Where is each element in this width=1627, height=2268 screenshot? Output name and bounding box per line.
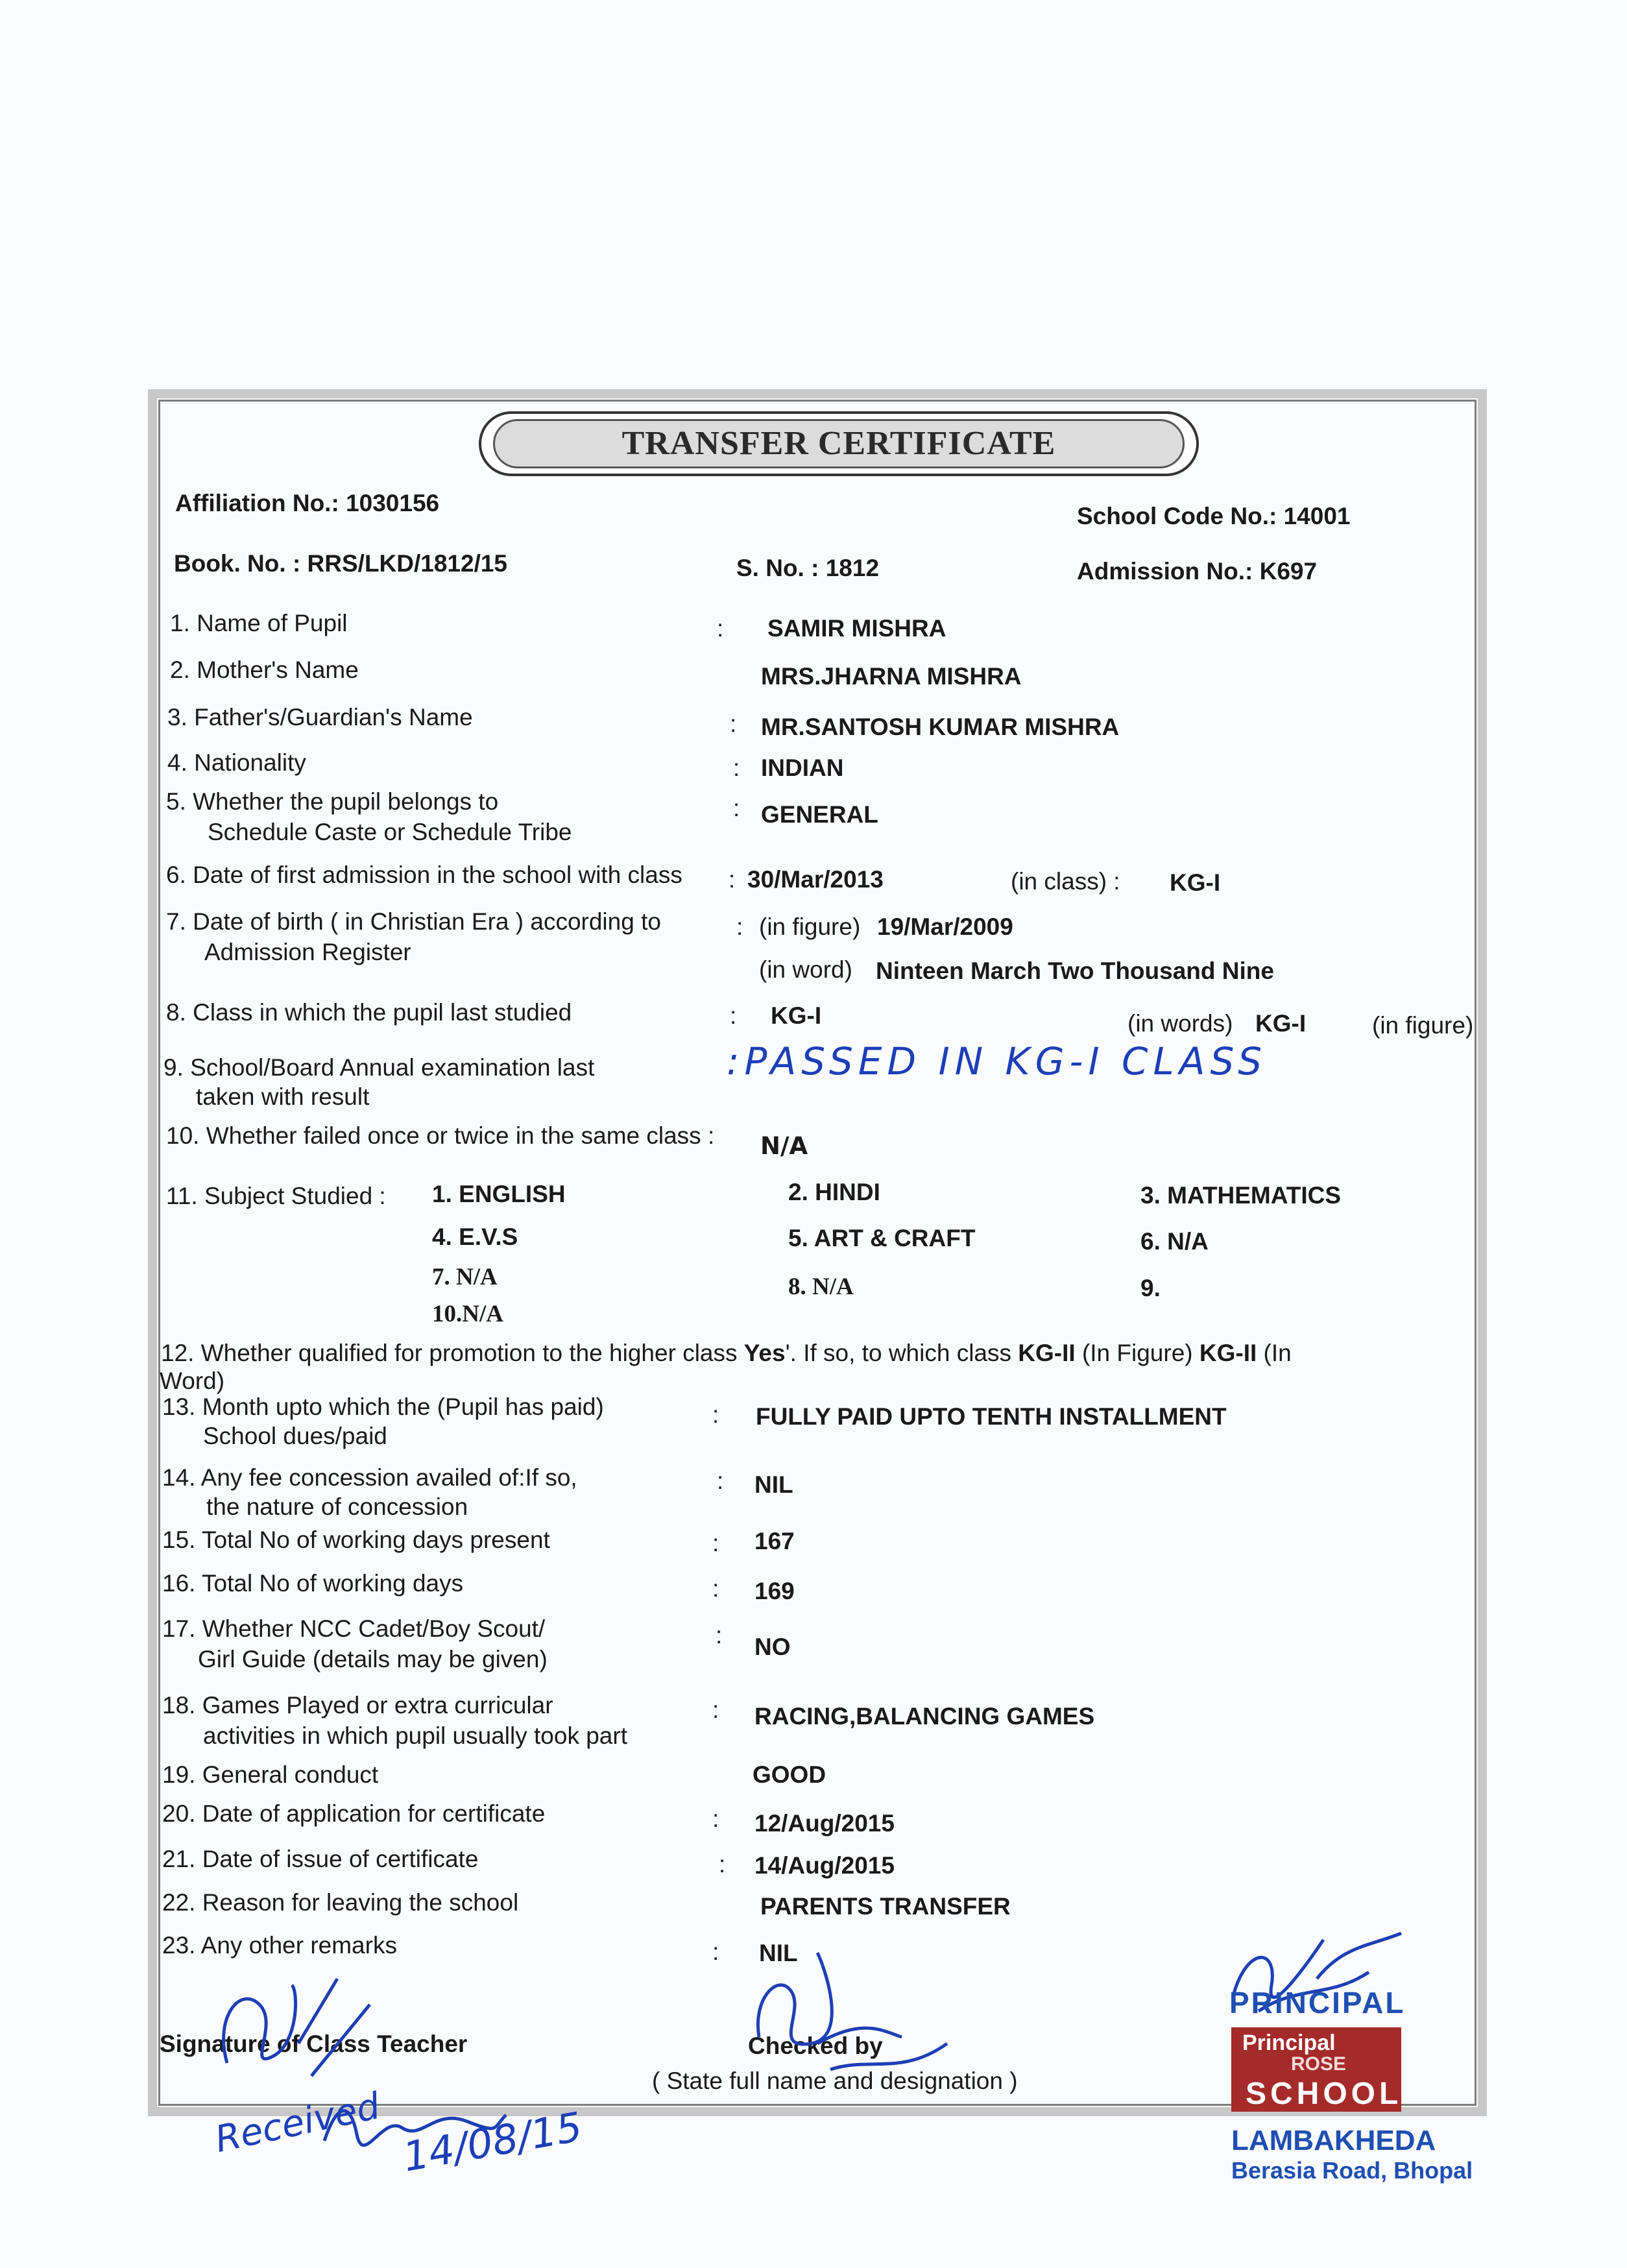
subject-2: 2. HINDI [788,1179,880,1205]
field-13-colon: : [712,1401,719,1428]
field-18-label-line2: activities in which pupil usually took part [203,1722,627,1749]
subject-5: 5. ART & CRAFT [788,1225,976,1251]
last-class-figure-label: (in figure) [1372,1012,1474,1039]
subject-7: 7. N/A [432,1264,498,1290]
field-7-label: 7. Date of birth ( in Christian Era ) according to [166,908,661,935]
fee-concession: NIL [754,1471,793,1498]
field-20-colon: : [712,1805,719,1832]
field-9-label: 9. School/Board Annual examination last [163,1054,595,1081]
promoted-class-figure: KG-II [1018,1340,1076,1366]
field-1-colon: : [717,615,724,642]
field-17-label-line2: Girl Guide (details may be given) [198,1646,548,1672]
checker-signature [733,1940,967,2089]
dob-figure-label: (in figure) [759,913,861,940]
promotion-answer: Yes [743,1340,786,1366]
field-23-label: 23. Any other remarks [162,1932,397,1959]
book-no: Book. No. : RRS/LKD/1812/15 [174,550,508,577]
field-12-text [161,1340,1292,1367]
last-class-words-label: (in words) [1127,1010,1233,1037]
field-12-word-label: (In [1257,1340,1292,1366]
dob-word: Ninteen March Two Thousand Nine [876,958,1274,984]
class-teacher-signature-label: Signature of Class Teacher [160,2031,468,2057]
admission-no: Admission No.: K697 [1077,558,1318,585]
subject-8: 8. N/A [788,1273,854,1300]
nationality: INDIAN [761,754,844,781]
field-6-colon: : [729,866,736,893]
field-12-question-2: '. If so, to which class [785,1340,1018,1366]
field-11-label: 11. Subject Studied : [166,1183,386,1209]
subject-4: 4. E.V.S [432,1224,518,1250]
field-5-label-line2: Schedule Caste or Schedule Tribe [208,819,572,845]
field-6-label: 6. Date of first admission in the school with class [166,862,682,888]
field-15-label: 15. Total No of working days present [162,1526,550,1553]
mother-name: MRS.JHARNA MISHRA [761,663,1022,690]
admission-class: KG-I [1170,869,1221,896]
field-1-label: 1. Name of Pupil [170,610,348,636]
field-12-word-suffix: Word) [160,1368,225,1394]
field-10-label: 10. Whether failed once or twice in the same class : [166,1122,715,1149]
exam-result-handwritten: :PASSED IN KG-I CLASS [727,1039,1268,1083]
dob-word-label: (in word) [759,956,852,983]
field-18-colon: : [712,1696,719,1723]
field-16-colon: : [712,1575,719,1602]
leaving-reason: PARENTS TRANSFER [760,1893,1011,1920]
field-18-label: 18. Games Played or extra curricular [162,1692,553,1719]
school-code-no: School Code No.: 14001 [1077,503,1351,529]
field-7-colon: : [736,913,743,940]
days-present: 167 [754,1528,795,1554]
working-days: 169 [754,1578,795,1604]
stamp-location: LAMBAKHEDA [1231,2125,1436,2156]
games-played: RACING,BALANCING GAMES [754,1703,1095,1730]
issue-date: 14/Aug/2015 [754,1852,895,1879]
received-date: 14/08/15 [399,2103,586,2181]
principal-stamp-label: PRINCIPAL [1229,1986,1406,2020]
field-21-label: 21. Date of issue of certificate [162,1846,479,1872]
field-4-colon: : [733,754,740,781]
failed-same-class: N/A [760,1132,808,1160]
field-17-colon: : [716,1622,723,1648]
field-20-label: 20. Date of application for certificate [162,1800,546,1827]
other-remarks: NIL [759,1940,798,1966]
field-5-label: 5. Whether the pupil belongs to [166,788,499,815]
subject-9: 9. [1140,1275,1161,1301]
field-9-label-line2: taken with result [196,1083,370,1110]
subject-10: 10.N/A [432,1301,503,1327]
subject-1: 1. ENGLISH [432,1181,566,1207]
stamp-school-word: SCHOOL [1246,2077,1403,2111]
field-13-label: 13. Month upto which the (Pupil has paid) [162,1393,604,1420]
field-23-colon: : [712,1938,719,1965]
dues-paid: FULLY PAID UPTO TENTH INSTALLMENT [756,1403,1227,1430]
certificate-title: TRANSFER CERTIFICATE [621,425,1056,462]
checked-by-label: Checked by [748,2033,883,2059]
field-7-label-line2: Admission Register [204,939,411,965]
field-13-label-line2: School dues/paid [203,1423,387,1449]
first-admission-date: 30/Mar/2013 [747,866,884,893]
field-2-label: 2. Mother's Name [170,657,359,683]
subject-6: 6. N/A [1140,1228,1209,1255]
stamp-rose-word: ROSE [1291,2053,1347,2075]
dob-figure: 19/Mar/2009 [877,913,1013,940]
field-17-label: 17. Whether NCC Cadet/Boy Scout/ [162,1615,546,1642]
promoted-class-word: KG-II [1199,1340,1257,1366]
subject-3: 3. MATHEMATICS [1140,1182,1342,1209]
field-8-colon: : [730,1002,737,1029]
field-3-label: 3. Father's/Guardian's Name [167,704,473,730]
field-4-label: 4. Nationality [167,749,306,776]
admission-class-label: (in class) : [1011,868,1120,895]
field-22-label: 22. Reason for leaving the school [162,1889,519,1916]
serial-no: S. No. : 1812 [736,555,880,581]
field-21-colon: : [719,1851,726,1877]
last-class: KG-I [771,1002,822,1029]
general-conduct: GOOD [753,1761,826,1788]
application-date: 12/Aug/2015 [754,1810,895,1837]
field-12-figure-label: (In Figure) [1075,1340,1199,1366]
field-3-colon: : [730,710,737,737]
received-note: Received [211,2084,384,2162]
field-16-label: 16. Total No of working days [162,1570,464,1597]
father-name: MR.SANTOSH KUMAR MISHRA [761,714,1120,740]
field-8-label: 8. Class in which the pupil last studied [166,999,572,1026]
field-12-question: 12. Whether qualified for promotion to the higher class [161,1340,744,1366]
field-5-colon: : [733,795,740,821]
state-full-name-note: ( State full name and designation ) [652,2068,1018,2094]
field-15-colon: : [712,1530,719,1556]
field-19-label: 19. General conduct [162,1761,379,1788]
ncc-scout: NO [754,1634,791,1660]
affiliation-no: Affiliation No.: 1030156 [175,490,440,516]
class-teacher-signature [201,1966,396,2095]
stamp-address: Berasia Road, Bhopal [1231,2157,1473,2184]
last-class-2: KG-I [1255,1010,1307,1037]
stamp-principal-word: Principal [1242,2031,1336,2055]
field-14-label-line2: the nature of concession [206,1493,468,1520]
field-14-colon: : [717,1467,724,1494]
field-14-label: 14. Any fee concession availed of:If so, [162,1464,577,1491]
pupil-name: SAMIR MISHRA [767,615,946,642]
caste-category: GENERAL [761,801,878,828]
